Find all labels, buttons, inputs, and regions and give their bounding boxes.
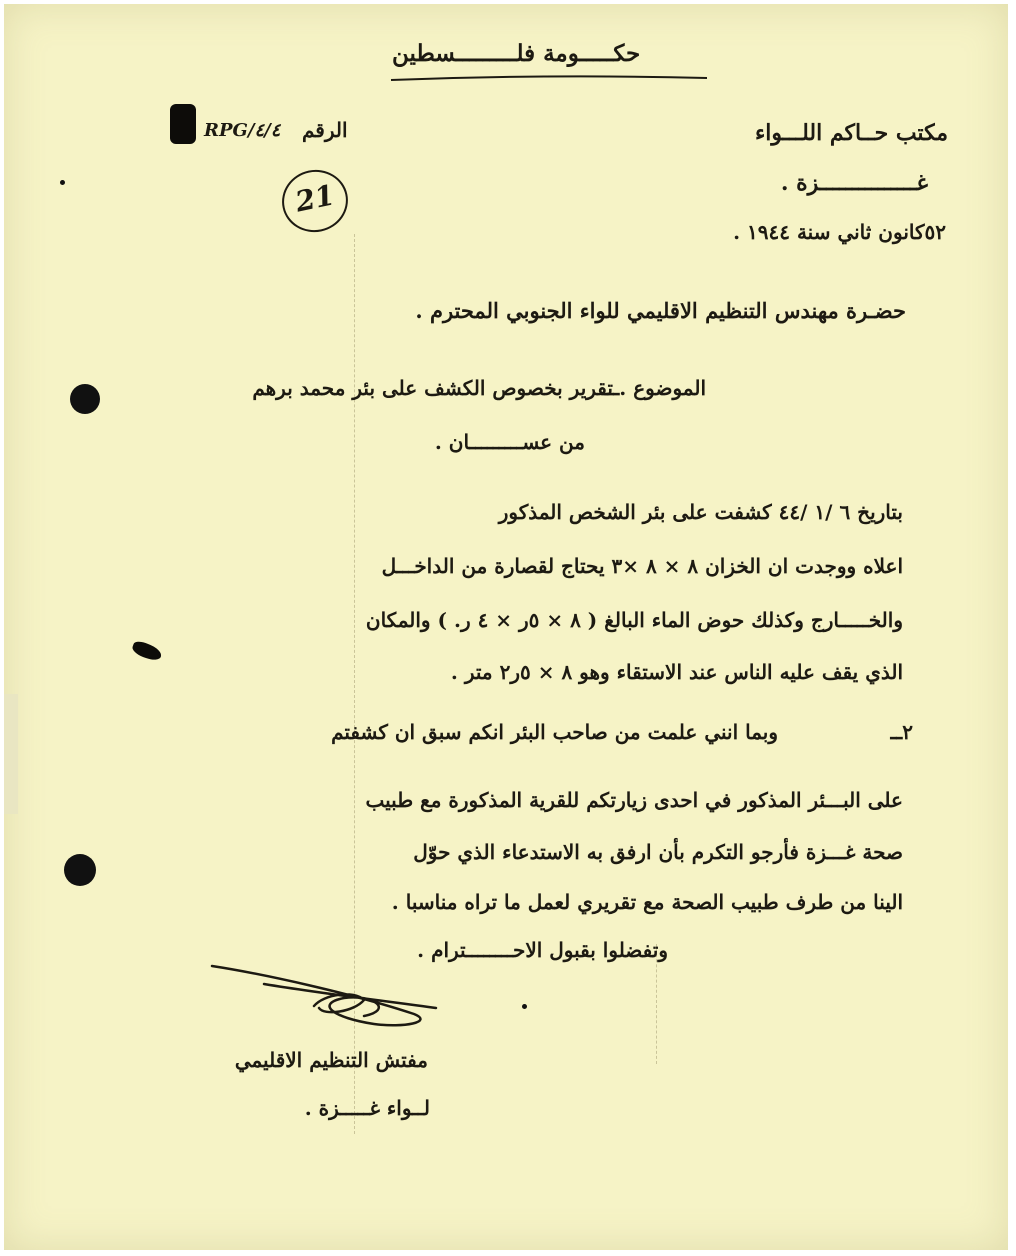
paper-speck [60, 180, 65, 185]
page-edge-shadow [4, 694, 18, 814]
punch-hole [64, 854, 96, 886]
closing-line: وتفضلوا بقبول الاحــــــــترام . [417, 938, 668, 962]
body-line: الذي يقف عليه الناس عند الاستقاء وهو ٨ × ٥ر٢ متر . [450, 660, 903, 684]
body-line: على البـــئر المذكور في احدى زيارتكم للقرية المذكورة مع طبيب [365, 788, 903, 812]
body-line: صحة غـــزة فأرجو التكرم بأن ارفق به الاستدعاء الذي حوّل [413, 840, 903, 864]
document-date: ٥٢كانون ثاني سنة ١٩٤٤ . [733, 220, 946, 244]
handwritten-signature [204, 954, 444, 1044]
body-line: بتاريخ ٦ /١ /٤٤ كشفت على بئر الشخص المذكور [498, 500, 903, 524]
body-line: وبما انني علمت من صاحب البئر انكم سبق ان كشفتم [331, 720, 778, 744]
addressee-line: حضـرة مهندس التنظيم الاقليمي للواء الجنوبي المحترم . [415, 298, 906, 323]
government-heading: حكـــــومة فلـــــــــسطين [392, 40, 641, 67]
signatory-district: لــواء غـــــزة . [304, 1096, 430, 1120]
redaction-mark [170, 104, 196, 144]
signatory-title: مفتش التنظيم الاقليمي [234, 1048, 428, 1072]
heading-underline [389, 72, 709, 84]
paper-speck [522, 1004, 527, 1009]
body-line: الينا من طرف طبيب الصحة مع تقريري لعمل ما تراه مناسبا . [391, 890, 903, 914]
fold-line [656, 944, 657, 1064]
stamp-number: 21 [292, 178, 338, 219]
body-line: والخـــــارج وكذلك حوض الماء البالغ ( ٨ × ٥ر × ٤ ر. ) والمكان [365, 608, 903, 632]
subject-line: تقرير بخصوص الكشف على بئر محمد برهم [252, 376, 613, 400]
office-name: مكتب حــاكم اللـــواء [754, 120, 948, 146]
subject-label: الموضوع .ـــ [601, 376, 706, 400]
circled-number-stamp [276, 164, 353, 238]
punch-hole [70, 384, 100, 414]
paragraph-number: ٢ــ [890, 720, 913, 744]
body-line: اعلاه ووجدت ان الخزان ٨ × ٨ ×٣ يحتاج لقصارة من الداخـــل [381, 554, 903, 578]
office-city: غـــــــــــــــزة . [780, 170, 928, 196]
document-page [4, 4, 1008, 1250]
reference-number: RPG/٤/٤ [204, 120, 281, 141]
subject-line-2: من عســـــــــان . [434, 430, 585, 454]
reference-label: الرقم [302, 118, 348, 142]
ink-mark [131, 639, 164, 662]
